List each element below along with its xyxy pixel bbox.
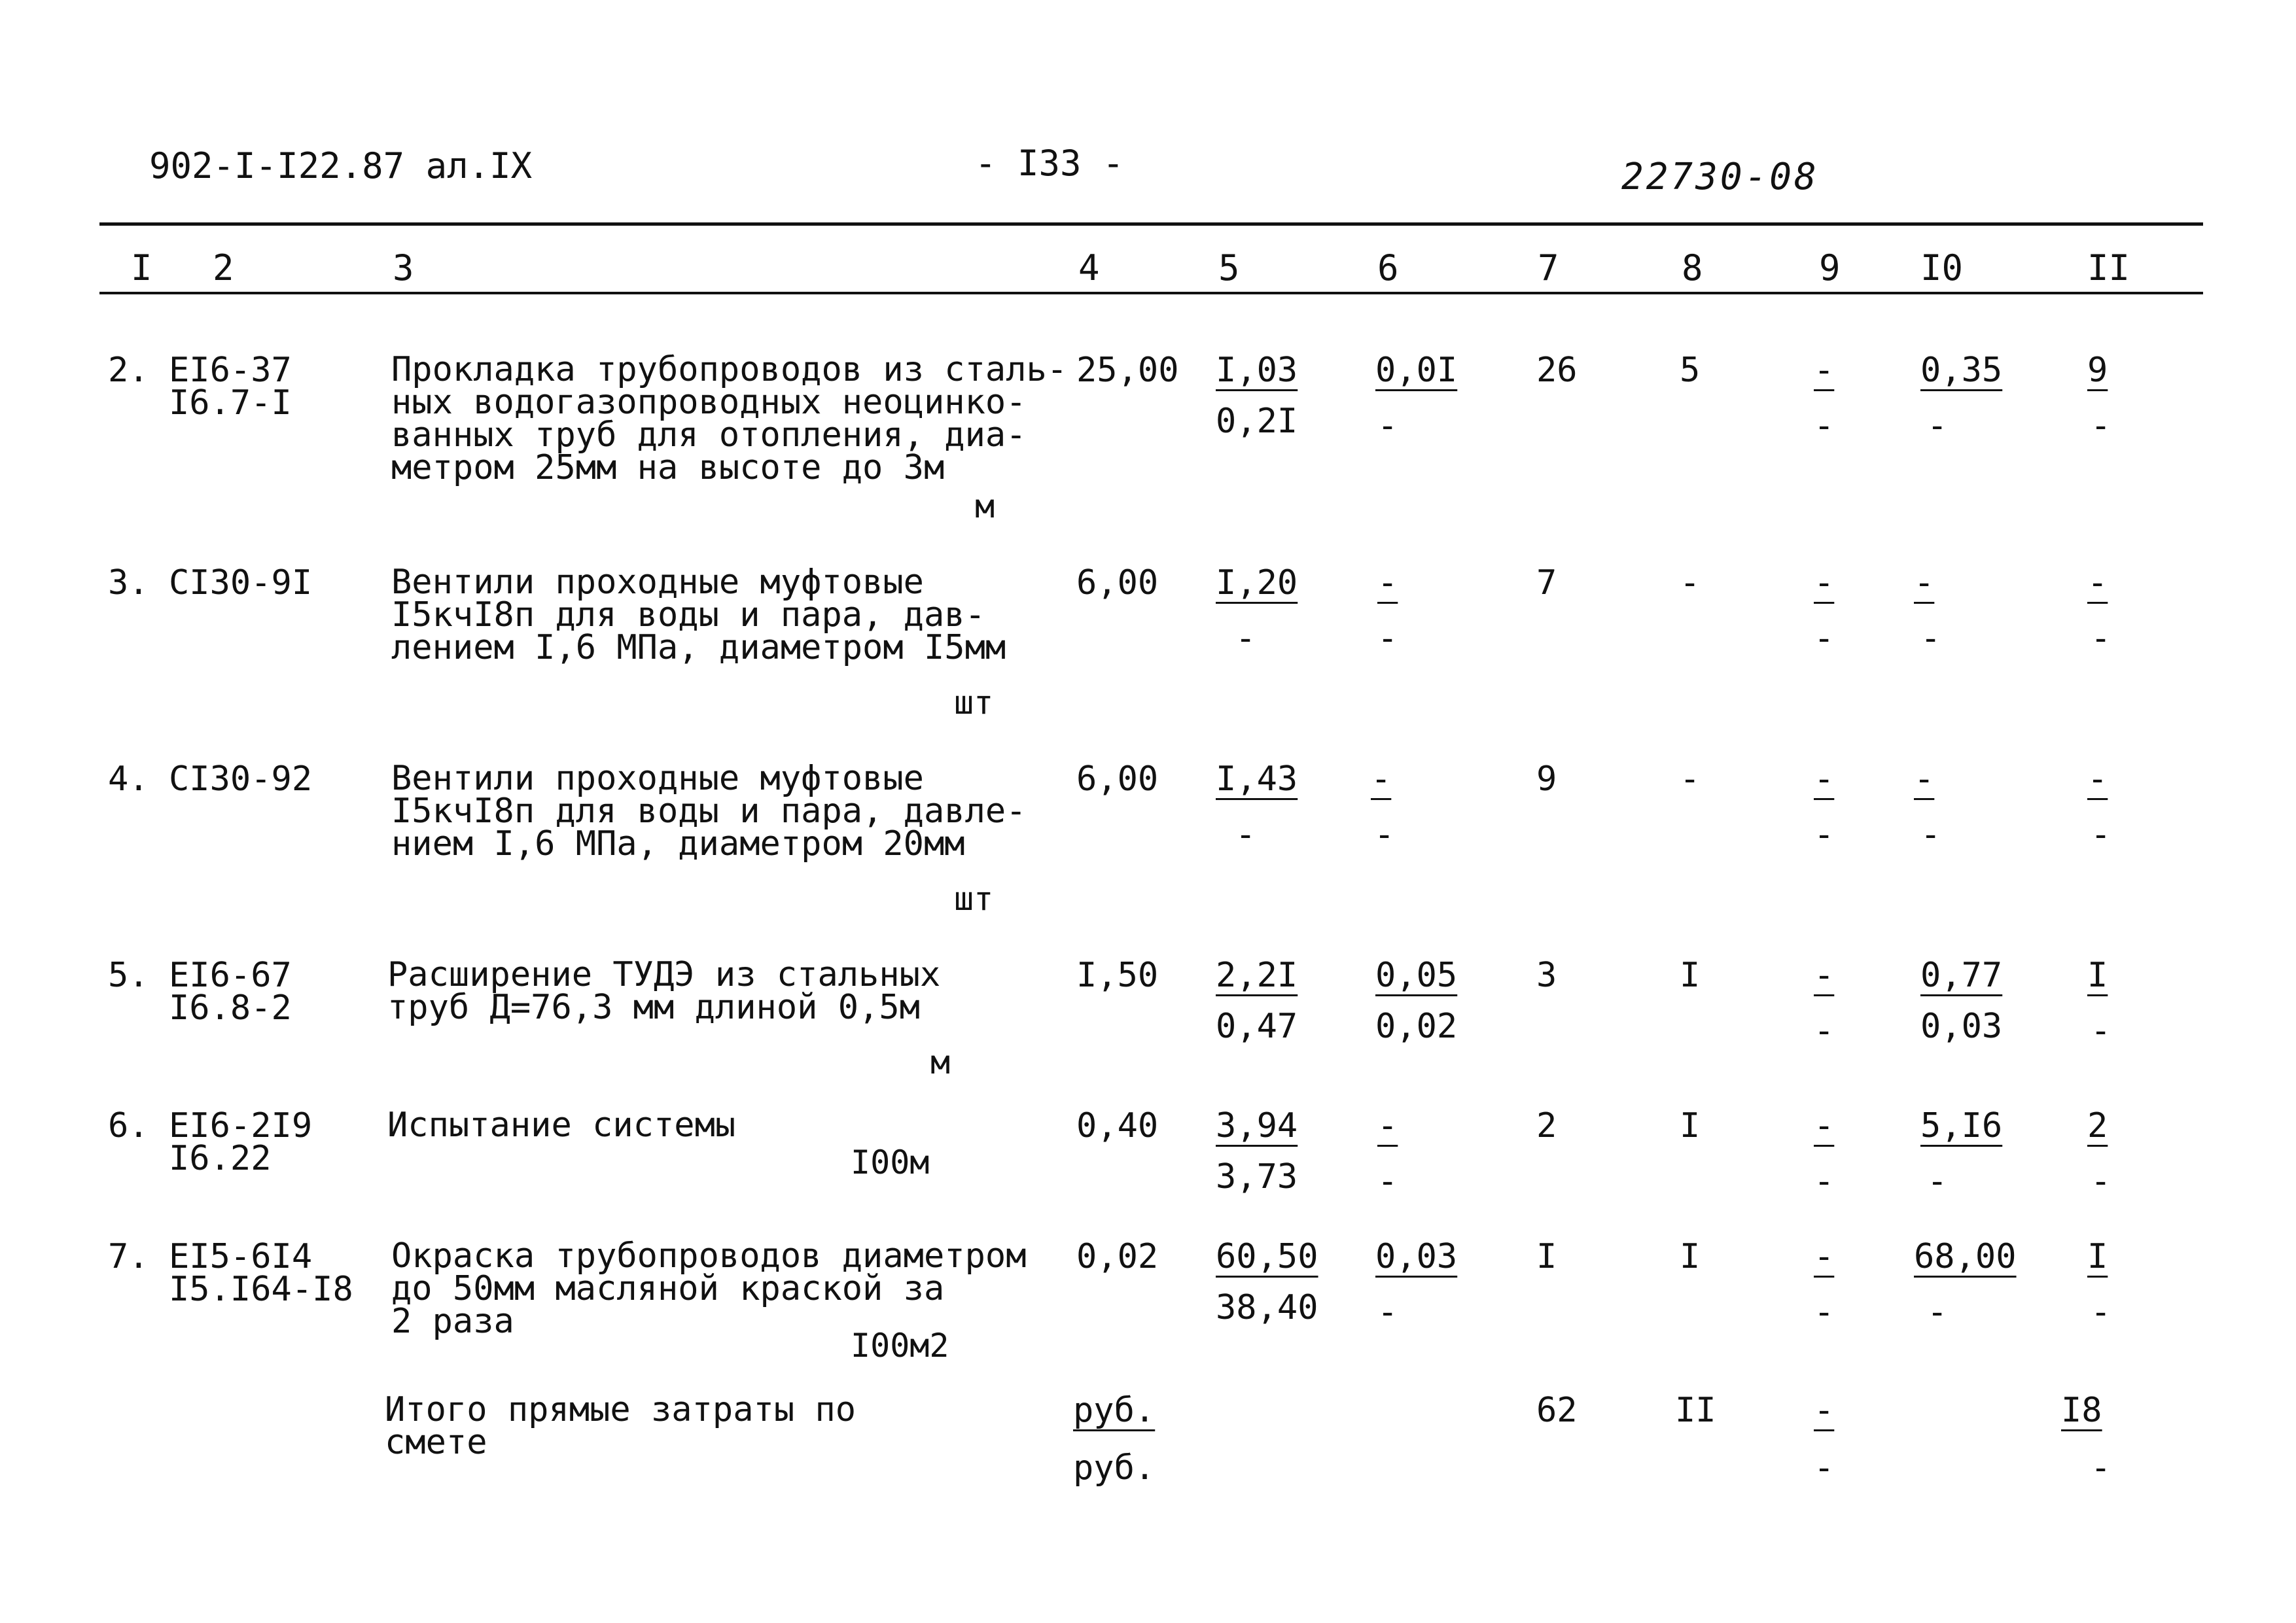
cell-c5b: -: [1235, 815, 1256, 854]
cell-c11a: 9: [2087, 351, 2108, 390]
cell-c11a: I: [2087, 1237, 2108, 1276]
col-header-6: 6: [1377, 247, 1399, 288]
col-header-3: 3: [393, 247, 414, 288]
cell-c4: 0,40: [1076, 1106, 1159, 1145]
col-header-4: 4: [1078, 247, 1100, 288]
cell-c11b: -: [2091, 1162, 2111, 1201]
total-c11b: -: [2091, 1448, 2111, 1488]
cell-c5b: 0,47: [1216, 1007, 1298, 1046]
row-unit: шт: [954, 684, 994, 722]
row-no: 6.: [108, 1106, 149, 1145]
row-no: 7.: [108, 1237, 149, 1276]
cell-c6a: -: [1377, 563, 1398, 602]
total-unit-b: руб.: [1073, 1448, 1156, 1488]
cell-c10a: -: [1914, 563, 1935, 602]
cell-c5a: I,43: [1216, 759, 1298, 799]
row-unit: шт: [954, 880, 994, 918]
row-desc-line: нием I,6 МПа, диаметром 20мм: [391, 824, 965, 864]
cell-c4: 25,00: [1076, 351, 1179, 390]
cell-c10b: -: [1927, 1293, 1948, 1332]
cell-c10b: -: [1920, 815, 1941, 854]
cell-c9b: -: [1814, 1011, 1835, 1051]
row-desc-line: метром 25мм на высоте до 3м: [391, 448, 945, 487]
cell-c8: I: [1680, 956, 1701, 995]
cell-c6a: -: [1377, 1106, 1398, 1145]
row-desc-line: Прокладка трубопроводов из сталь-: [391, 350, 1068, 389]
cell-c8: -: [1680, 563, 1701, 602]
total-c7: 62: [1536, 1391, 1578, 1430]
row-desc-line: труб Д=76,3 мм длиной 0,5м: [387, 988, 920, 1027]
cell-c8: 5: [1680, 351, 1701, 390]
row-code: CI30-92: [169, 759, 313, 799]
cell-c10a: 68,00: [1914, 1237, 2017, 1276]
cell-c9b: -: [1814, 1293, 1835, 1332]
cell-c11b: -: [2091, 815, 2111, 854]
doc-number: 22730-08: [1621, 156, 1819, 198]
row-code: CI30-9I: [169, 563, 313, 602]
row-desc-line: Вентили проходные муфтовые: [391, 563, 924, 602]
row-no: 5.: [108, 956, 149, 995]
cell-c5a: 60,50: [1216, 1237, 1318, 1276]
col-header-8: 8: [1682, 247, 1703, 288]
cell-c11a: I: [2087, 956, 2108, 995]
total-desc-line: смете: [385, 1423, 487, 1462]
cell-c6a: 0,0I: [1375, 351, 1458, 390]
row-code: EI6-2I9: [169, 1106, 313, 1145]
row-code-sub: I5.I64-I8: [169, 1270, 353, 1309]
page-number: - I33 -: [975, 143, 1124, 184]
row-code-sub: I6.22: [169, 1139, 272, 1178]
cell-c7: 7: [1536, 563, 1557, 602]
cell-c9a: -: [1814, 351, 1835, 390]
row-desc-line: лением I,6 МПа, диаметром I5мм: [391, 628, 1006, 667]
total-unit-a: руб.: [1073, 1391, 1156, 1430]
cell-c8: -: [1680, 759, 1701, 799]
cell-c4: 6,00: [1076, 563, 1159, 602]
cell-c10b: -: [1920, 619, 1941, 658]
row-desc-line: Расширение ТУДЭ из стальных: [387, 955, 941, 994]
cell-c9a: -: [1814, 563, 1835, 602]
cell-c5b: 38,40: [1216, 1288, 1318, 1327]
cell-c9b: -: [1814, 815, 1835, 854]
cell-c6b: -: [1377, 406, 1398, 445]
doc-code: 902-I-I22.87 ал.IX: [149, 145, 533, 186]
cell-c10a: 0,77: [1920, 956, 2003, 995]
row-desc-line: до 50мм масляной краской за: [391, 1269, 945, 1308]
cell-c10b: -: [1927, 1162, 1948, 1201]
cell-c9a: -: [1814, 1237, 1835, 1276]
row-code-sub: I6.7-I: [169, 383, 292, 423]
cell-c11a: -: [2087, 759, 2108, 799]
cell-c9a: -: [1814, 759, 1835, 799]
cell-c7: 3: [1536, 956, 1557, 995]
cell-c11a: -: [2087, 563, 2108, 602]
cell-c9a: -: [1814, 956, 1835, 995]
cell-c4: 6,00: [1076, 759, 1159, 799]
row-desc-line: Окраска трубопроводов диаметром: [391, 1236, 1027, 1276]
cell-c7: I: [1536, 1237, 1557, 1276]
cell-c10b: -: [1927, 406, 1948, 445]
cell-c9b: -: [1814, 1162, 1835, 1201]
total-desc-line: Итого прямые затраты по: [385, 1390, 857, 1429]
row-unit: I00м2: [851, 1327, 949, 1365]
cell-c8: I: [1680, 1106, 1701, 1145]
row-desc-line: Вентили проходные муфтовые: [391, 759, 924, 798]
row-code: EI5-6I4: [169, 1237, 313, 1276]
row-desc-line: I5кчI8п для воды и пара, дав-: [391, 595, 985, 635]
cell-c5a: I,03: [1216, 351, 1298, 390]
col-header-11: II: [2087, 247, 2130, 288]
row-desc-line: I5кчI8п для воды и пара, давле-: [391, 792, 1027, 831]
cell-c6a: -: [1371, 759, 1392, 799]
cell-c6b: -: [1374, 815, 1395, 854]
cell-c7: 26: [1536, 351, 1578, 390]
cell-c6b: -: [1377, 1293, 1398, 1332]
cell-c10a: -: [1914, 759, 1935, 799]
row-unit: м: [930, 1043, 951, 1081]
cell-c8: I: [1680, 1237, 1701, 1276]
cell-c6a: 0,05: [1375, 956, 1458, 995]
cell-c5b: -: [1235, 619, 1256, 658]
cell-c6b: -: [1377, 619, 1398, 658]
row-desc-line: ных водогазопроводных неоцинко-: [391, 383, 1027, 422]
cell-c11b: -: [2091, 1011, 2111, 1051]
cell-c9b: -: [1814, 406, 1835, 445]
cell-c5b: 0,2I: [1216, 402, 1298, 441]
header-bottom-rule: [99, 292, 2203, 294]
cell-c6b: 0,02: [1375, 1007, 1458, 1046]
total-c11a: I8: [2061, 1391, 2102, 1430]
top-rule: [99, 222, 2203, 226]
cell-c9b: -: [1814, 619, 1835, 658]
cell-c9a: -: [1814, 1106, 1835, 1145]
cell-c10a: 5,I6: [1920, 1106, 2003, 1145]
cell-c6a: 0,03: [1375, 1237, 1458, 1276]
cell-c11b: -: [2091, 406, 2111, 445]
row-code: EI6-37: [169, 351, 292, 390]
total-c9a: -: [1814, 1391, 1835, 1430]
cell-c5b: 3,73: [1216, 1157, 1298, 1196]
row-code: EI6-67: [169, 956, 292, 995]
col-header-5: 5: [1218, 247, 1240, 288]
col-header-9: 9: [1819, 247, 1841, 288]
cell-c5a: 2,2I: [1216, 956, 1298, 995]
cell-c4: 0,02: [1076, 1237, 1159, 1276]
col-header-2: 2: [213, 247, 234, 288]
cell-c10b: 0,03: [1920, 1007, 2003, 1046]
cell-c4: I,50: [1076, 956, 1159, 995]
total-c8: II: [1675, 1391, 1716, 1430]
cell-c11b: -: [2091, 619, 2111, 658]
col-header-7: 7: [1538, 247, 1559, 288]
row-unit: м: [975, 487, 995, 525]
row-no: 3.: [108, 563, 149, 602]
cell-c11a: 2: [2087, 1106, 2108, 1145]
row-desc-line: Испытание системы: [387, 1106, 736, 1145]
cell-c7: 9: [1536, 759, 1557, 799]
total-c9b: -: [1814, 1448, 1835, 1488]
cell-c11b: -: [2091, 1293, 2111, 1332]
col-header-10: I0: [1920, 247, 1964, 288]
cell-c7: 2: [1536, 1106, 1557, 1145]
row-no: 2.: [108, 351, 149, 390]
cell-c5a: I,20: [1216, 563, 1298, 602]
row-no: 4.: [108, 759, 149, 799]
row-desc-line: ванных труб для отопления, диа-: [391, 415, 1027, 455]
row-code-sub: I6.8-2: [169, 988, 292, 1028]
col-header-1: I: [131, 247, 152, 288]
cell-c6b: -: [1377, 1162, 1398, 1201]
row-unit: I00м: [851, 1143, 930, 1181]
cell-c5a: 3,94: [1216, 1106, 1298, 1145]
cell-c10a: 0,35: [1920, 351, 2003, 390]
row-desc-line: 2 раза: [391, 1302, 514, 1341]
